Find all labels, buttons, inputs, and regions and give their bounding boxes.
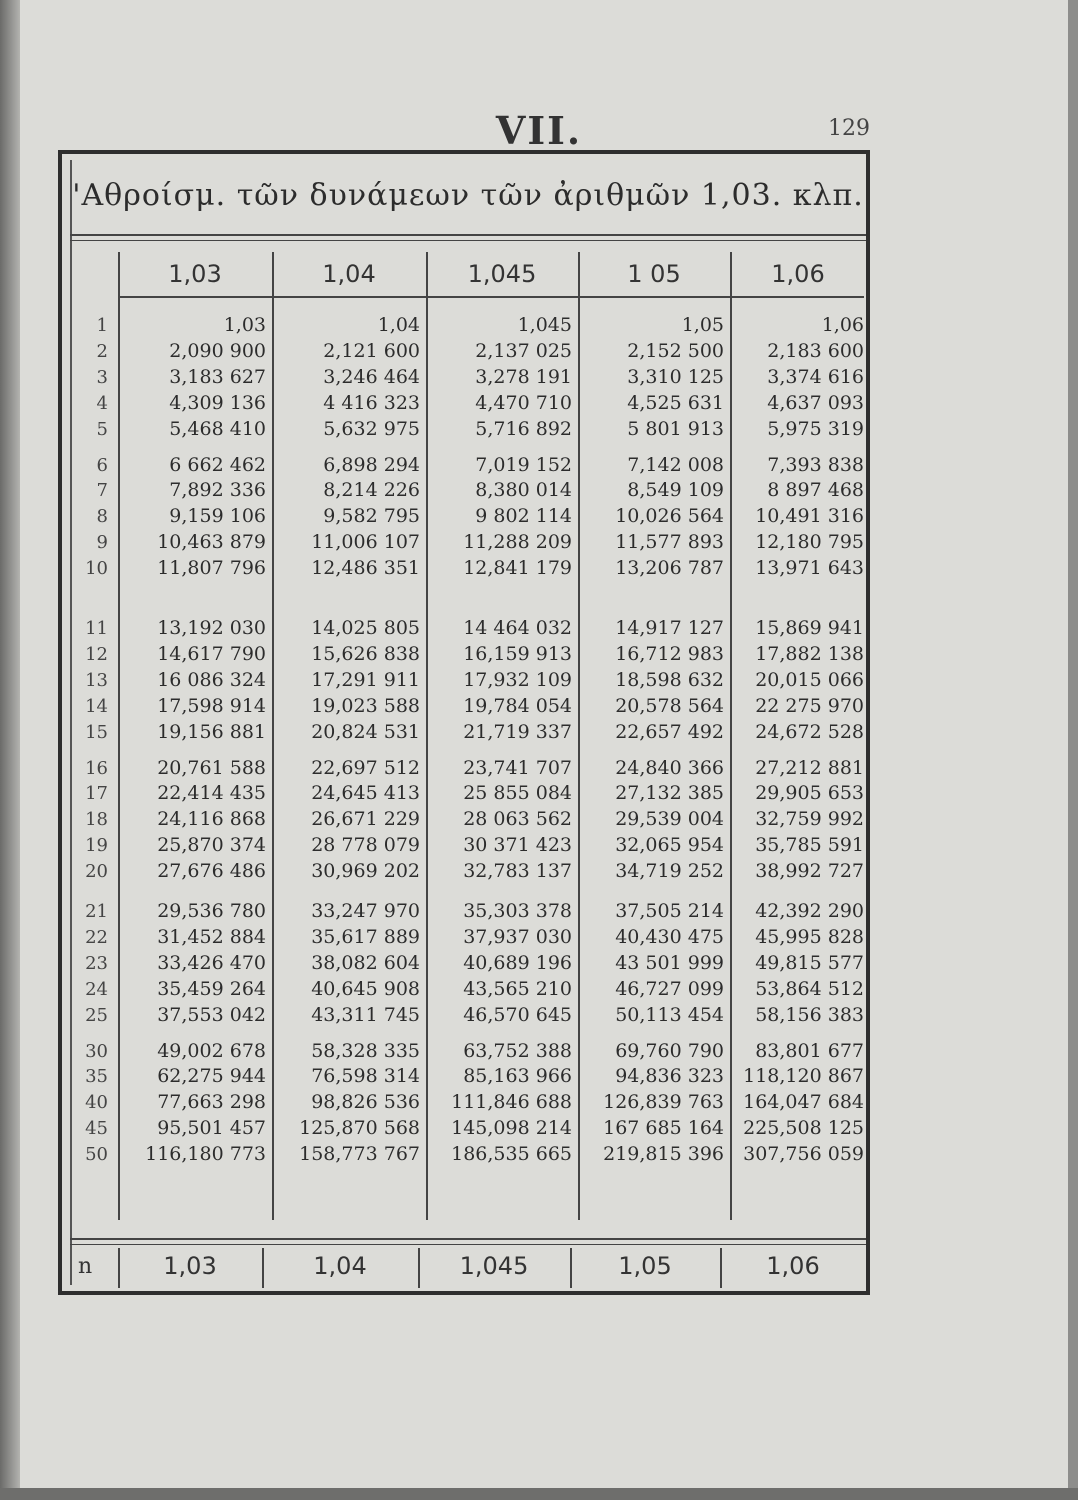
table-cell: 94,836 323 xyxy=(615,1065,724,1088)
table-cell: 35,617 889 xyxy=(311,925,420,948)
table-cell: 9,159 106 xyxy=(169,505,266,528)
table-cell: 85,163 966 xyxy=(463,1065,572,1088)
table-cell: 6,898 294 xyxy=(323,453,420,476)
table-cell: 14,917 127 xyxy=(615,617,724,639)
row-index: 30 xyxy=(85,1040,108,1062)
table-cell: 2,121 600 xyxy=(323,339,420,362)
table-cell: 16 086 324 xyxy=(157,668,266,691)
table-cell: 14,025 805 xyxy=(311,617,420,639)
table-cell: 32,759 992 xyxy=(755,808,864,831)
table-cell: 17,598 914 xyxy=(157,694,266,717)
table-cell: 43,565 210 xyxy=(463,977,572,1000)
row-index: 2 xyxy=(96,340,108,362)
row-index: 20 xyxy=(85,861,108,883)
table-cell: 22 275 970 xyxy=(755,694,864,717)
section-title: VII. xyxy=(495,108,583,153)
table-cell: 17,882 138 xyxy=(755,642,864,665)
table-cell: 2,183 600 xyxy=(767,339,864,362)
table-cell: 35,303 378 xyxy=(463,900,572,922)
table-cell: 58,328 335 xyxy=(311,1039,420,1062)
column-header: 1,03 xyxy=(168,260,222,288)
table-cell: 11,807 796 xyxy=(157,557,266,580)
table-cell: 8 897 468 xyxy=(767,479,864,502)
table-cell: 27,212 881 xyxy=(755,756,864,779)
table-cell: 17,932 109 xyxy=(463,668,572,691)
footer-column-header: 1,045 xyxy=(459,1252,529,1280)
table-cell: 27,132 385 xyxy=(615,782,724,805)
table-cell: 5,975 319 xyxy=(767,417,864,440)
table-cell: 13,971 643 xyxy=(755,557,864,580)
table-cell: 1,06 xyxy=(821,314,864,336)
table-cell: 145,098 214 xyxy=(451,1117,572,1140)
table-cell: 3,183 627 xyxy=(169,365,266,388)
row-index: 18 xyxy=(85,809,108,831)
table-cell: 4,637 093 xyxy=(767,391,864,414)
row-index: 8 xyxy=(96,506,108,528)
table-cell: 46,570 645 xyxy=(463,1003,572,1026)
footer-column-header: 1,05 xyxy=(618,1252,672,1280)
table-cell: 21,719 337 xyxy=(463,720,572,743)
table-cell: 25,870 374 xyxy=(157,834,266,857)
table-cell: 69,760 790 xyxy=(615,1039,724,1062)
table-cell: 53,864 512 xyxy=(755,977,864,1000)
table-cell: 13,206 787 xyxy=(615,557,724,580)
footer-column-header: 1,03 xyxy=(163,1252,217,1280)
table-cell: 186,535 665 xyxy=(451,1143,572,1166)
footer-rule-lower xyxy=(70,1244,866,1245)
table-cell: 17,291 911 xyxy=(311,668,420,691)
table-cell: 3,246 464 xyxy=(323,365,420,388)
title-rule-upper xyxy=(70,234,866,236)
row-index: 45 xyxy=(85,1118,108,1140)
table-cell: 2,137 025 xyxy=(475,339,572,362)
footer-column-header: 1,04 xyxy=(313,1252,367,1280)
table-cell: 111,846 688 xyxy=(451,1091,572,1114)
table-cell: 164,047 684 xyxy=(743,1091,864,1114)
table-cell: 29,905 653 xyxy=(755,782,864,805)
row-index: 19 xyxy=(85,835,108,857)
table-cell: 4 416 323 xyxy=(323,391,420,414)
table-cell: 24,840 366 xyxy=(615,756,724,779)
table-cell: 118,120 867 xyxy=(743,1065,864,1088)
table-cell: 40,645 908 xyxy=(311,977,420,1000)
table-cell: 20,578 564 xyxy=(615,694,724,717)
table-cell: 38,992 727 xyxy=(755,860,864,883)
table-cell: 33,247 970 xyxy=(311,900,420,922)
table-cell: 25 855 084 xyxy=(463,782,572,805)
column-header: 1,06 xyxy=(771,260,825,288)
table-cell: 8,214 226 xyxy=(323,479,420,502)
page-bottom-edge xyxy=(0,1488,1078,1500)
row-index: 1 xyxy=(96,315,108,336)
footer-corner-label: n xyxy=(78,1254,93,1279)
table-cell: 14 464 032 xyxy=(463,617,572,639)
table-cell: 4,470 710 xyxy=(475,391,572,414)
table-cell: 5,716 892 xyxy=(475,417,572,440)
table-cell: 8,380 014 xyxy=(475,479,572,502)
table-cell: 43,311 745 xyxy=(311,1003,420,1026)
column-header: 1,045 xyxy=(467,260,537,288)
table-cell: 31,452 884 xyxy=(157,925,266,948)
table-cell: 11,577 893 xyxy=(615,531,724,554)
table-cell: 20,761 588 xyxy=(157,756,266,779)
table-cell: 43 501 999 xyxy=(615,951,724,974)
row-index: 14 xyxy=(85,695,108,717)
table-cell: 1,03 xyxy=(223,314,266,336)
table-cell: 225,508 125 xyxy=(743,1117,864,1140)
table-cell: 3,310 125 xyxy=(627,365,724,388)
table-cell: 116,180 773 xyxy=(145,1143,266,1166)
page-edge-shadow xyxy=(0,0,20,1500)
table-cell: 77,663 298 xyxy=(157,1091,266,1114)
table-cell: 49,002 678 xyxy=(157,1039,266,1062)
row-index: 50 xyxy=(85,1144,108,1166)
table-cell: 28 063 562 xyxy=(463,808,572,831)
table-cell: 10,463 879 xyxy=(157,531,266,554)
table-cell: 7,142 008 xyxy=(627,453,724,476)
table-cell: 13,192 030 xyxy=(157,617,266,639)
table-cell: 9,582 795 xyxy=(323,505,420,528)
table-cell: 2,152 500 xyxy=(627,339,724,362)
table-cell: 126,839 763 xyxy=(603,1091,724,1114)
table-cell: 26,671 229 xyxy=(311,808,420,831)
table-cell: 5 801 913 xyxy=(627,417,724,440)
table-cell: 6 662 462 xyxy=(169,453,266,476)
table-cell: 11,006 107 xyxy=(311,531,420,554)
row-index: 5 xyxy=(96,418,108,440)
table-cell: 1,04 xyxy=(377,314,420,336)
table-cell: 35,459 264 xyxy=(157,977,266,1000)
row-index: 21 xyxy=(85,901,108,922)
table-cell: 37,937 030 xyxy=(463,925,572,948)
column-header: 1 05 xyxy=(627,260,681,288)
row-index: 6 xyxy=(96,454,108,476)
table-cell: 14,617 790 xyxy=(157,642,266,665)
table-cell: 42,392 290 xyxy=(755,900,864,922)
table-cell: 19,023 588 xyxy=(311,694,420,717)
header-rule xyxy=(118,296,864,298)
table-cell: 76,598 314 xyxy=(311,1065,420,1088)
table-title: 'Αθροίσμ. τῶν δυνάμεων τῶν ἀριθμῶν 1,03. κλπ. xyxy=(72,178,864,213)
table-cell: 19,784 054 xyxy=(463,694,572,717)
table-cell: 29,539 004 xyxy=(615,808,724,831)
table-cell: 20,824 531 xyxy=(311,720,420,743)
table-cell: 9 802 114 xyxy=(475,505,572,528)
table-cell: 24,116 868 xyxy=(157,808,266,831)
table-cell: 22,697 512 xyxy=(311,756,420,779)
table-cell: 32,783 137 xyxy=(463,860,572,883)
page-number: 129 xyxy=(828,116,870,141)
row-index: 12 xyxy=(85,643,108,665)
table-cell: 16,159 913 xyxy=(463,642,572,665)
table-cell: 22,657 492 xyxy=(615,720,724,743)
table-cell: 45,995 828 xyxy=(755,925,864,948)
table-cell: 33,426 470 xyxy=(157,951,266,974)
table-cell: 46,727 099 xyxy=(615,977,724,1000)
row-index: 40 xyxy=(85,1092,108,1114)
table-cell: 35,785 591 xyxy=(755,834,864,857)
table-cell: 23,741 707 xyxy=(463,756,572,779)
row-index: 16 xyxy=(85,757,108,779)
table-cell: 83,801 677 xyxy=(755,1039,864,1062)
table-cell: 7,019 152 xyxy=(475,453,572,476)
table-cell: 98,826 536 xyxy=(311,1091,420,1114)
table-cell: 30 371 423 xyxy=(463,834,572,857)
table-cell: 40,430 475 xyxy=(615,925,724,948)
table-cell: 34,719 252 xyxy=(615,860,724,883)
table-cell: 7,892 336 xyxy=(169,479,266,502)
table-cell: 58,156 383 xyxy=(755,1003,864,1026)
table-cell: 49,815 577 xyxy=(755,951,864,974)
row-index: 11 xyxy=(85,618,108,639)
table-cell: 24,645 413 xyxy=(311,782,420,805)
footer-rule-upper xyxy=(70,1238,866,1240)
table-cell: 1,045 xyxy=(517,314,572,336)
column-header: 1,04 xyxy=(322,260,376,288)
table-cell: 37,553 042 xyxy=(157,1003,266,1026)
table-cell: 3,374 616 xyxy=(767,365,864,388)
table-cell: 12,180 795 xyxy=(755,531,864,554)
table-cell: 10,491 316 xyxy=(755,505,864,528)
row-index: 10 xyxy=(85,558,108,580)
table-cell: 219,815 396 xyxy=(603,1143,724,1166)
table-cell: 10,026 564 xyxy=(615,505,724,528)
table-cell: 3,278 191 xyxy=(475,365,572,388)
table-cell: 95,501 457 xyxy=(157,1117,266,1140)
table-cell: 15,869 941 xyxy=(755,617,864,639)
table-cell: 8,549 109 xyxy=(627,479,724,502)
table-cell: 12,486 351 xyxy=(311,557,420,580)
table-cell: 19,156 881 xyxy=(157,720,266,743)
table-cell: 1,05 xyxy=(681,314,724,336)
table-cell: 37,505 214 xyxy=(615,900,724,922)
table-cell: 22,414 435 xyxy=(157,782,266,805)
table-cell: 2,090 900 xyxy=(169,339,266,362)
footer-column-header: 1,06 xyxy=(766,1252,820,1280)
table-cell: 167 685 164 xyxy=(603,1117,724,1140)
table-cell: 28 778 079 xyxy=(311,834,420,857)
row-index: 3 xyxy=(96,366,108,388)
row-index: 35 xyxy=(85,1066,108,1088)
table-cell: 63,752 388 xyxy=(463,1039,572,1062)
table-cell: 5,468 410 xyxy=(169,417,266,440)
table-cell: 5,632 975 xyxy=(323,417,420,440)
row-index: 9 xyxy=(96,532,108,554)
table-cell: 38,082 604 xyxy=(311,951,420,974)
row-index: 25 xyxy=(85,1004,108,1026)
row-index: 22 xyxy=(85,926,108,948)
row-index: 13 xyxy=(85,669,108,691)
table-cell: 125,870 568 xyxy=(299,1117,420,1140)
row-index: 7 xyxy=(96,480,108,502)
table-cell: 20,015 066 xyxy=(755,668,864,691)
table-cell: 18,598 632 xyxy=(615,668,724,691)
row-index: 4 xyxy=(96,392,108,414)
table-cell: 50,113 454 xyxy=(615,1003,724,1026)
table-cell: 307,756 059 xyxy=(743,1143,864,1166)
table-cell: 12,841 179 xyxy=(463,557,572,580)
row-index: 24 xyxy=(85,978,108,1000)
row-index: 15 xyxy=(85,721,108,743)
row-index: 17 xyxy=(85,783,108,805)
table-cell: 27,676 486 xyxy=(157,860,266,883)
title-rule-lower xyxy=(70,240,866,241)
table-cell: 62,275 944 xyxy=(157,1065,266,1088)
table-cell: 7,393 838 xyxy=(767,453,864,476)
table-cell: 11,288 209 xyxy=(463,531,572,554)
table-cell: 32,065 954 xyxy=(615,834,724,857)
table-cell: 158,773 767 xyxy=(299,1143,420,1166)
table-cell: 24,672 528 xyxy=(755,720,864,743)
table-cell: 16,712 983 xyxy=(615,642,724,665)
row-index: 23 xyxy=(85,952,108,974)
table-cell: 4,525 631 xyxy=(627,391,724,414)
table-cell: 4,309 136 xyxy=(169,391,266,414)
table-cell: 30,969 202 xyxy=(311,860,420,883)
table-cell: 15,626 838 xyxy=(311,642,420,665)
table-cell: 40,689 196 xyxy=(463,951,572,974)
table-cell: 29,536 780 xyxy=(157,900,266,922)
